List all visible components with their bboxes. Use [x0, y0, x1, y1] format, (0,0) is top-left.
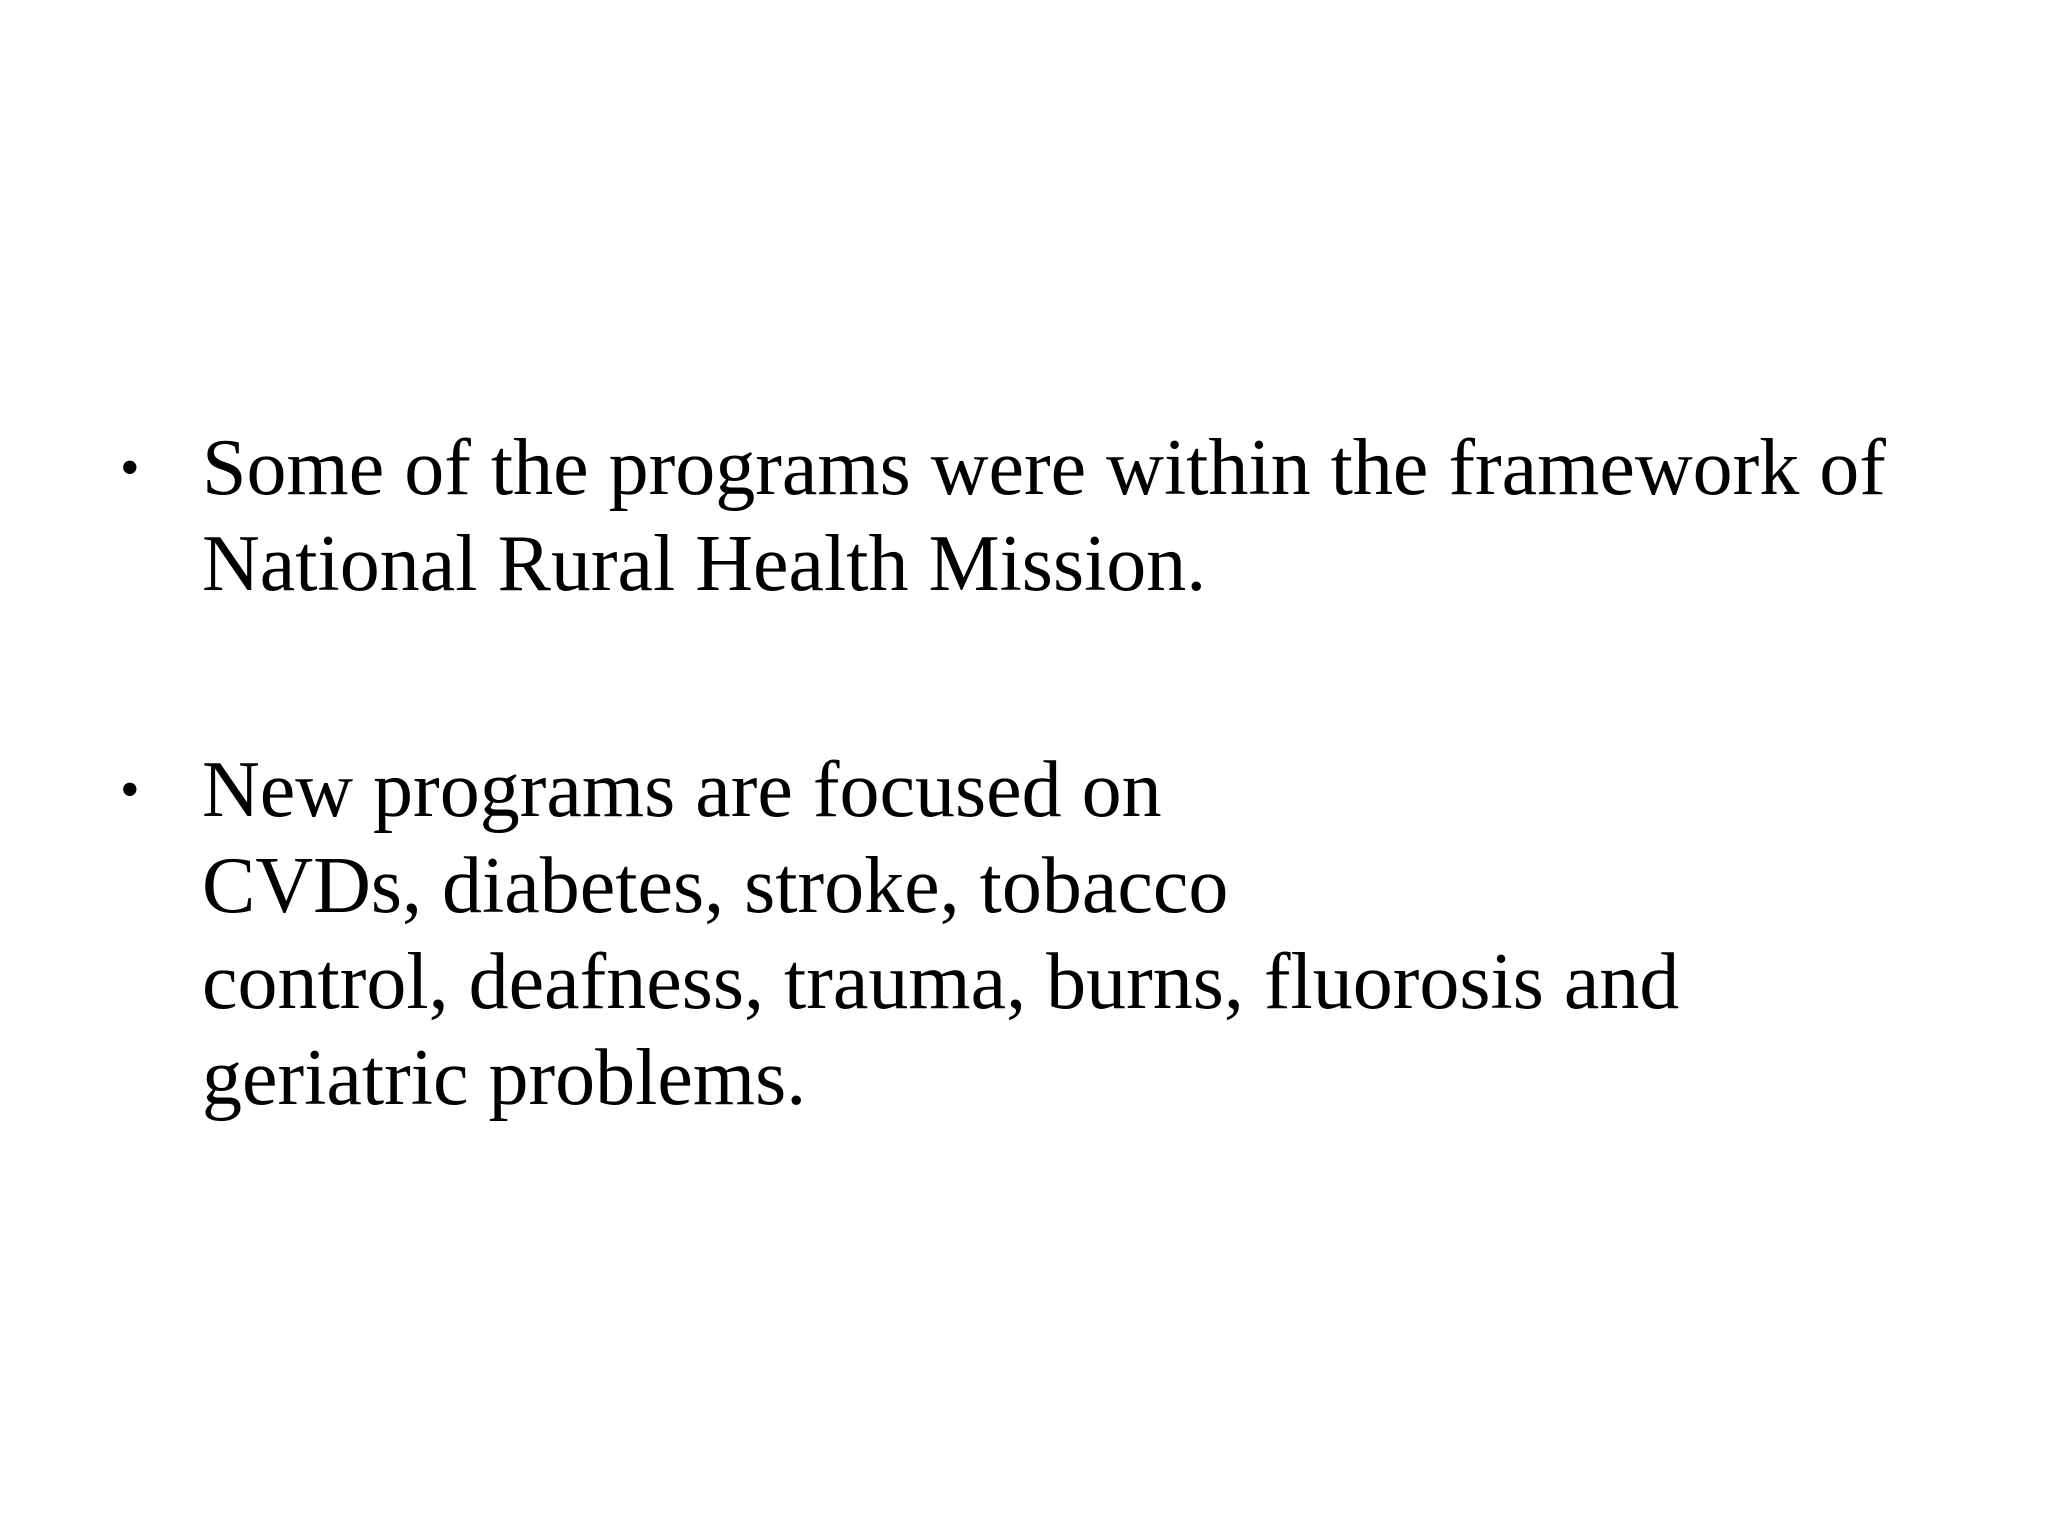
bullet-text-line: CVDs, diabetes, stroke, tobacco [202, 842, 1229, 930]
bullet-text-line: New programs are focused on [202, 746, 1162, 834]
bullet-list [120, 420, 1940, 1126]
bullet-text-line: geriatric problems. [202, 1034, 807, 1122]
bullet-item-new-programs [120, 742, 1940, 1126]
bullet-item-framework [120, 420, 1940, 612]
bullet-text-line: Some of the programs were within the framework of [202, 424, 1886, 512]
bullet-marker: • [120, 759, 140, 821]
bullet-text-line: control, deafness, trauma, burns, fluorosis and [202, 938, 1680, 1026]
bullet-text-line: National Rural Health Mission. [202, 520, 1207, 608]
bullet-marker: • [120, 437, 140, 499]
